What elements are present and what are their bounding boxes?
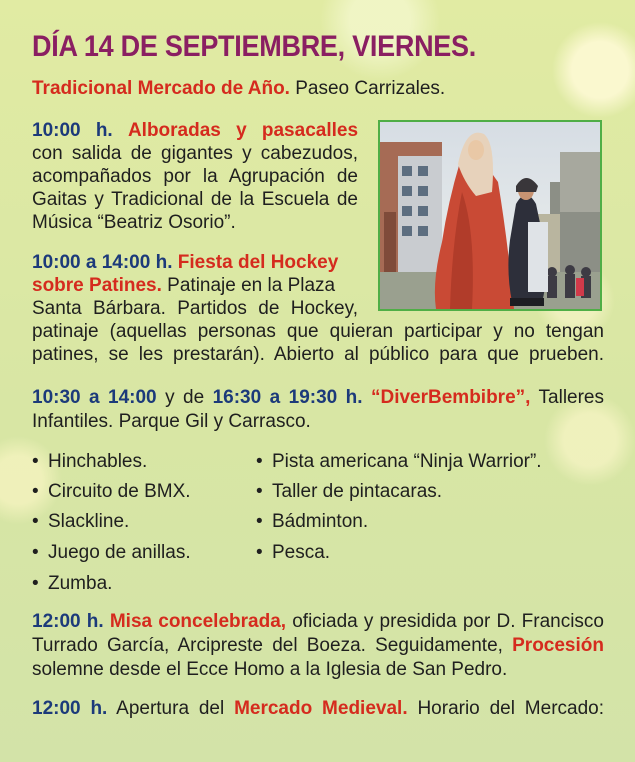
diver-time-1: 10:30 a 14:00 [32, 387, 157, 408]
hockey-line-3: Santa Bárbara. Partidos de Hockey, [32, 298, 358, 319]
hockey-place: Patinaje en la Plaza [161, 275, 336, 296]
misa-rest: oficiada y presidida por D. Francisco [286, 611, 605, 632]
misa-line-1 [32, 610, 604, 633]
hockey-line-4: patinaje (aquellas personas que quieran participar y no tengan [32, 321, 604, 342]
medieval-rest: Horario del Mercado: [407, 698, 605, 719]
activity-item: • Bádminton. [256, 511, 369, 532]
medieval-time: 12:00 h. [32, 698, 108, 719]
page-title: DÍA 14 DE SEPTIEMBRE, VIERNES. [32, 30, 477, 63]
diver-line-1 [32, 386, 604, 409]
activity-item: • Zumba. [32, 573, 113, 594]
giants-photo-illustration [380, 122, 600, 309]
medieval-line [32, 697, 604, 720]
mercado-place: Paseo Carrizales. [289, 78, 446, 99]
hockey-time: 10:00 a 14:00 h. [32, 252, 173, 273]
alboradas-line-2: con salida de gigantes y cabezudos, [32, 143, 358, 164]
alboradas-line-3: acompañados por la Agrupación de [32, 166, 358, 187]
procesion-label: Procesión [512, 635, 604, 656]
hockey-line-1 [32, 251, 338, 274]
misa-l2-text: Turrado García, Arcipreste del Boeza. Seguidamente, [32, 635, 513, 656]
giants-photo [378, 120, 602, 311]
alboradas-line-4: Gaitas y Tradicional de la Escuela de [32, 189, 358, 210]
medieval-pre: Apertura del [116, 698, 235, 719]
activity-item: • Circuito de BMX. [32, 481, 191, 502]
activity-item: • Pista americana “Ninja Warrior”. [256, 451, 542, 472]
activity-item: • Taller de pintacaras. [256, 481, 443, 502]
alboradas-name: Alboradas y pasacalles [127, 120, 359, 141]
diver-line-2: Infantiles. Parque Gil y Carrasco. [32, 411, 311, 432]
activity-item: • Slackline. [32, 511, 130, 532]
activity-item: • Hinchables. [32, 451, 148, 472]
misa-line-2 [32, 634, 604, 657]
alboradas-time: 10:00 h. [32, 120, 113, 141]
diver-name: “DiverBembibre”, [370, 387, 531, 408]
hockey-line-5: patines, se les prestarán). Abierto al público para que prueben. [32, 344, 604, 365]
diver-conj: y de [156, 387, 213, 408]
alboradas-line-1 [32, 119, 358, 142]
diver-time-2: 16:30 a 19:30 h. [212, 387, 363, 408]
misa-name: Misa concelebrada, [109, 611, 287, 632]
misa-time: 12:00 h. [32, 611, 104, 632]
alboradas-line-5: Música “Beatriz Osorio”. [32, 212, 236, 233]
diver-rest: Talleres [530, 387, 604, 408]
medieval-name: Mercado Medieval. [234, 698, 408, 719]
hockey-name-2: sobre Patines. [32, 275, 162, 296]
mercado-line [32, 77, 445, 100]
mercado-name: Tradicional Mercado de Año. [32, 78, 290, 99]
hockey-line-2 [32, 274, 335, 297]
hockey-name: Fiesta del Hockey [177, 252, 339, 273]
activity-item: • Juego de anillas. [32, 542, 191, 563]
activity-item: • Pesca. [256, 542, 331, 563]
misa-line-3: solemne desde el Ecce Homo a la Iglesia de San Pedro. [32, 659, 508, 680]
